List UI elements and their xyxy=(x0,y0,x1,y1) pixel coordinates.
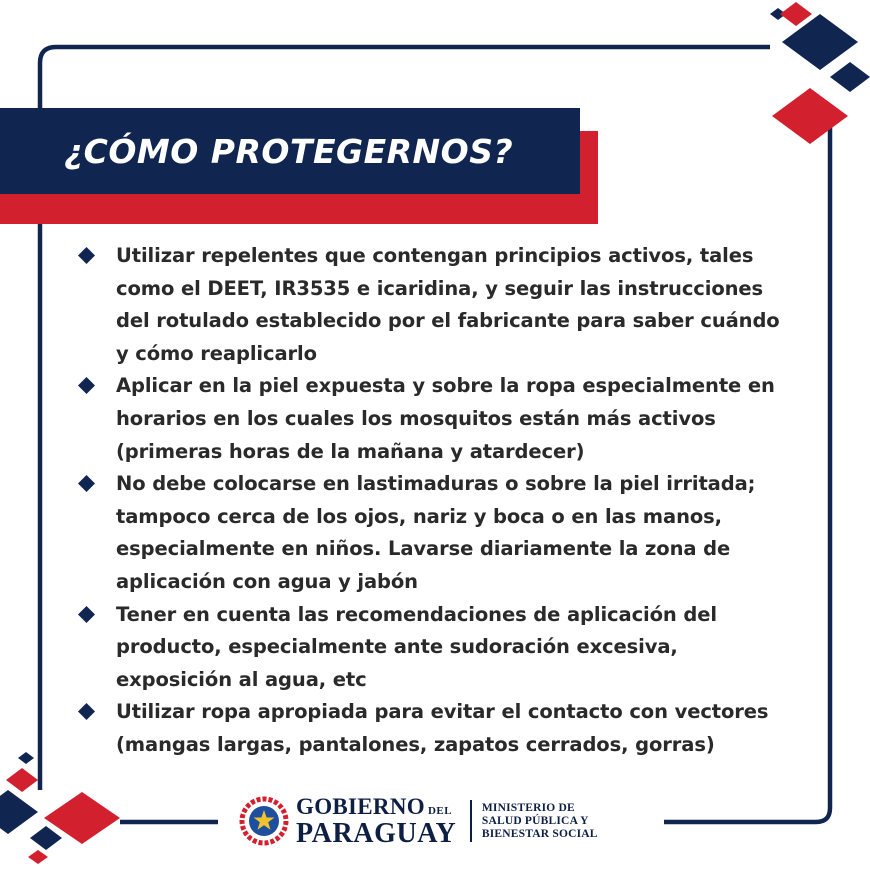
ministry-line1: MINISTERIO DE xyxy=(481,801,575,814)
diamond-bullet-icon xyxy=(78,703,95,720)
recommendations-list xyxy=(72,240,792,762)
list-item xyxy=(72,599,792,697)
ministry-line3: BIENESTAR SOCIAL xyxy=(481,827,598,840)
national-seal-icon xyxy=(238,796,290,846)
ministry-line2: SALUD PÚBLICA Y xyxy=(481,814,589,827)
gov-gobierno: GOBIERNO xyxy=(296,793,425,819)
list-item xyxy=(72,696,792,761)
page-title: ¿CÓMO PROTEGERNOS? xyxy=(64,131,514,171)
list-item-text: Aplicar en la piel expuesta y sobre la ropa especialmente en horarios en los cuales los mosquitos están más activos (primeras horas de la mañana y atardecer) xyxy=(116,374,775,463)
government-wordmark xyxy=(296,795,456,848)
list-item-text: Tener en cuenta las recomendaciones de aplicación del producto, especialmente ante sudoración excesiva, exposición al agua, etc xyxy=(116,602,717,691)
gov-line1 xyxy=(296,795,456,818)
list-item xyxy=(72,370,792,468)
title-banner xyxy=(0,108,580,194)
diamond-bullet-icon xyxy=(78,247,95,264)
bottom-left-diamonds xyxy=(0,752,120,864)
ministry-name xyxy=(482,802,598,841)
government-logo xyxy=(238,793,598,849)
diamond-bullet-icon xyxy=(78,377,95,394)
list-item-text: No debe colocarse en lastimaduras o sobre la piel irritada; tampoco cerca de los ojos, nariz y boca o en las manos, especialmente en niños. Lavarse diariamente la zona de aplicación con agua y jabón xyxy=(116,472,756,593)
diamond-bullet-icon xyxy=(78,475,95,492)
list-item xyxy=(72,468,792,598)
logo-divider xyxy=(470,800,472,842)
gov-del: DEL xyxy=(427,804,453,817)
list-item-text: Utilizar ropa apropiada para evitar el contacto con vectores (mangas largas, pantalones, zapatos cerrados, gorras) xyxy=(116,700,769,756)
list-item-text: Utilizar repelentes que contengan principios activos, tales como el DEET, IR3535 e icaridina, y seguir las instrucciones del rotulado establecido por el fabricante para saber cuándo y cómo reaplicarlo xyxy=(116,244,780,365)
diamond-bullet-icon xyxy=(78,606,95,623)
gov-paraguay: PARAGUAY xyxy=(296,817,457,849)
list-item xyxy=(72,240,792,370)
top-right-diamonds xyxy=(770,2,870,144)
